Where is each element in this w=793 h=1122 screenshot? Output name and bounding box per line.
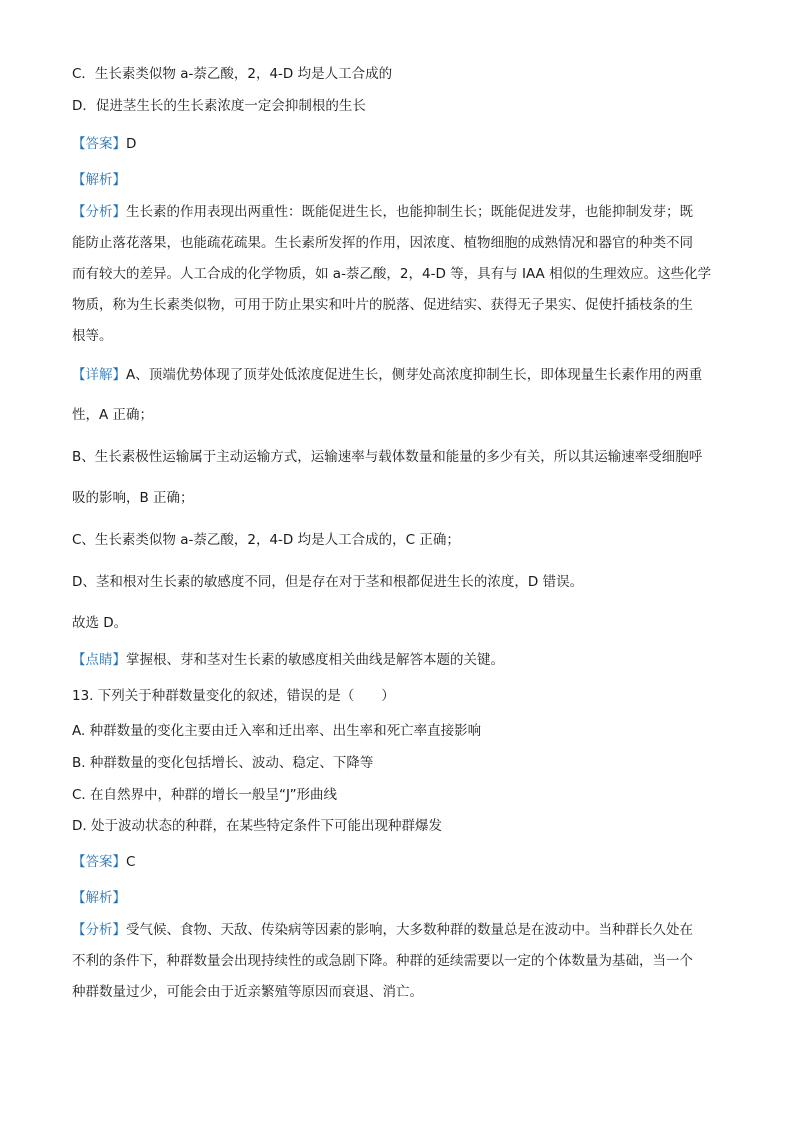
q12-fenxi-line-1 xyxy=(72,202,693,222)
q13-stem: 13. 下列关于种群数量变化的叙述，错误的是（ ） xyxy=(72,688,395,704)
dianjing-text: 掌握根、芽和茎对生长素的敏感度相关曲线是解答本题的关键。 xyxy=(126,652,504,668)
q12-fenxi-line-5: 根等。 xyxy=(72,328,113,344)
q12-fenxi-line-2: 能防止落花落果，也能疏花疏果。生长素所发挥的作用，因浓度、植物细胞的成熟情况和器官的种类不同 xyxy=(72,235,693,251)
q12-analysis-tag: 【解析】 xyxy=(72,172,126,188)
fenxi-text: 受气候、食物、天敌、传染病等因素的影响，大多数种群的数量总是在波动中。当种群长久处在 xyxy=(126,922,693,938)
q12-fenxi-line-4: 物质，称为生长素类似物，可用于防止果实和叶片的脱落、促进结实、获得无子果实、促使扦插枝条的生 xyxy=(72,297,693,313)
q12-option-c: C．生长素类似物 a-萘乙酸，2，4-D 均是人工合成的 xyxy=(72,66,393,82)
q13-answer xyxy=(72,852,135,872)
answer-value: C xyxy=(126,854,136,870)
q13-option-b: B. 种群数量的变化包括增长、波动、稳定、下降等 xyxy=(72,755,374,771)
q13-fenxi-line-3: 种群数量过少，可能会由于近亲繁殖等原因而衰退、消亡。 xyxy=(72,984,423,1000)
dianjing-tag: 【点睛】 xyxy=(72,652,126,668)
q12-xiangjie-line-5: C、生长素类似物 a-萘乙酸，2，4-D 均是人工合成的，C 正确； xyxy=(72,532,460,548)
fenxi-tag: 【分析】 xyxy=(72,204,126,220)
q13-fenxi-line-1 xyxy=(72,920,693,940)
q13-option-a: A. 种群数量的变化主要由迁入率和迁出率、出生率和死亡率直接影响 xyxy=(72,723,482,739)
answer-value: D xyxy=(126,136,137,152)
q12-answer xyxy=(72,134,136,154)
q12-dianjing xyxy=(72,650,504,670)
q12-xiangjie-line-3: B、生长素极性运输属于主动运输方式，运输速率与载体数量和能量的多少有关，所以其运输速率受细胞呼 xyxy=(72,449,703,465)
q13-fenxi-line-2: 不利的条件下，种群数量会出现持续性的或急剧下降。种群的延续需要以一定的个体数量为基础，当一个 xyxy=(72,953,693,969)
fenxi-tag: 【分析】 xyxy=(72,922,126,938)
q12-xiangjie-line-4: 吸的影响，B 正确； xyxy=(72,490,194,506)
q12-xiangjie-line-2: 性，A 正确； xyxy=(72,407,154,423)
q13-option-c: C. 在自然界中，种群的增长一般呈“J”形曲线 xyxy=(72,787,338,803)
q12-xiangjie-line-7: 故选 D。 xyxy=(72,615,128,631)
answer-tag: 【答案】 xyxy=(72,854,126,870)
q12-fenxi-line-3: 而有较大的差异。人工合成的化学物质，如 a-萘乙酸，2，4-D 等，具有与 IAA 相似的生理效应。这些化学 xyxy=(72,266,712,282)
q13-option-d: D. 处于波动状态的种群，在某些特定条件下可能出现种群爆发 xyxy=(72,818,442,834)
q12-option-d: D．促进茎生长的生长素浓度一定会抑制根的生长 xyxy=(72,98,366,114)
fenxi-text: 生长素的作用表现出两重性：既能促进生长，也能抑制生长；既能促进发芽，也能抑制发芽；既 xyxy=(126,204,693,220)
q13-analysis-tag: 【解析】 xyxy=(72,890,126,906)
answer-tag: 【答案】 xyxy=(72,136,126,152)
xiangjie-text: A、顶端优势体现了顶芽处低浓度促进生长，侧芽处高浓度抑制生长，即体现量生长素作用的两重 xyxy=(126,367,703,383)
q12-xiangjie-line-1 xyxy=(72,365,702,385)
q12-xiangjie-line-6: D、茎和根对生长素的敏感度不同，但是存在对于茎和根都促进生长的浓度，D 错误。 xyxy=(72,574,584,590)
xiangjie-tag: 【详解】 xyxy=(72,367,126,383)
